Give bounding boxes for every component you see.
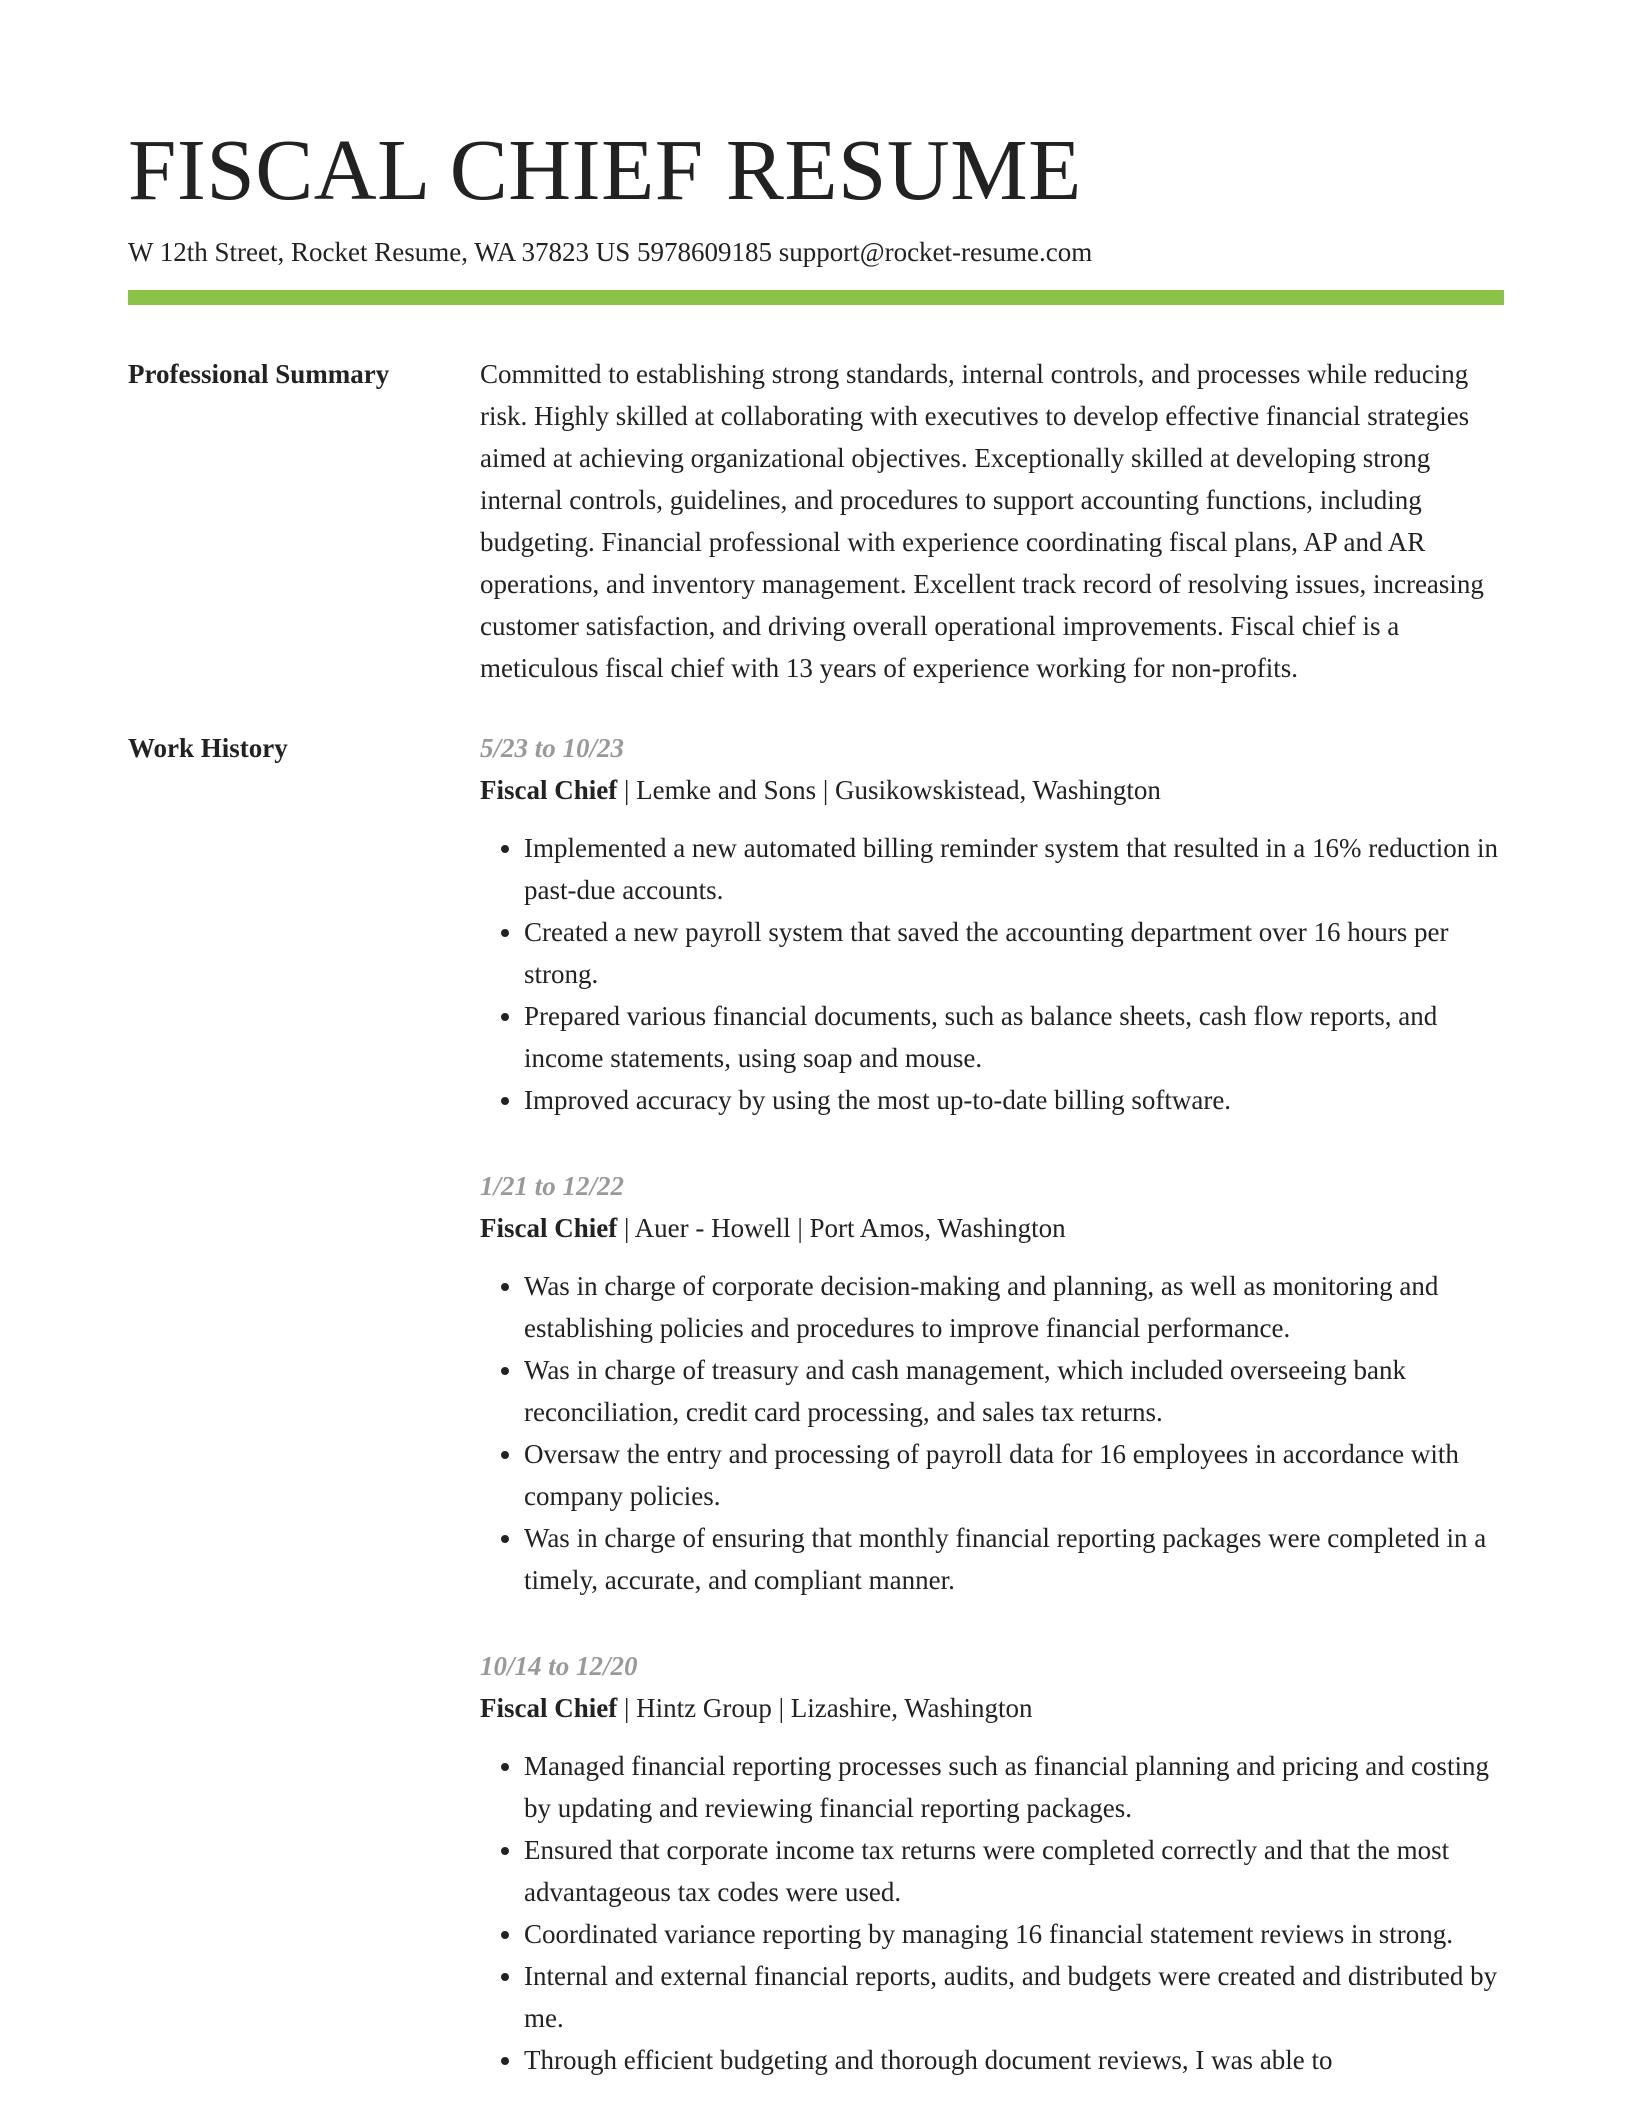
job-dates: 5/23 to 10/23 bbox=[480, 733, 625, 763]
bullet-item: • Prepared various financial documents, such as balance sheets, cash flow reports, and income statements, using soap and mouse. bbox=[524, 995, 1504, 1079]
job-entry bbox=[480, 727, 1504, 1121]
job-details: | Hintz Group | Lizashire, Washington bbox=[617, 1693, 1033, 1723]
job-bullets bbox=[480, 827, 1504, 1121]
bullet-item: • Created a new payroll system that saved the accounting department over 16 hours per strong. bbox=[524, 911, 1504, 995]
header-divider bbox=[128, 290, 1504, 305]
bullet-item: • Was in charge of treasury and cash management, which included overseeing bank reconciliation, credit card processing, and sales tax returns. bbox=[524, 1349, 1504, 1433]
job-entry bbox=[480, 1645, 1504, 2081]
bullet-item: • Internal and external financial reports, audits, and budgets were created and distributed by me. bbox=[524, 1955, 1504, 2039]
job-details: | Lemke and Sons | Gusikowskistead, Washington bbox=[617, 775, 1161, 805]
resume-page bbox=[128, 118, 1504, 2125]
bullet-item: • Was in charge of ensuring that monthly financial reporting packages were completed in a timely, accurate, and compliant manner. bbox=[524, 1517, 1504, 1601]
bullet-item: • Was in charge of corporate decision-making and planning, as well as monitoring and establishing policies and procedures to improve financial performance. bbox=[524, 1265, 1504, 1349]
job-title: Fiscal Chief bbox=[480, 1213, 618, 1243]
summary-text: Committed to establishing strong standards, internal controls, and processes while reducing risk. Highly skilled at collaborating with executives to develop effective financial strategies aimed at achieving organizational objectives. Exceptionally skilled at developing strong internal controls, guidelines, and procedures to support accounting functions, including budgeting. Financial professional with experience coordinating fiscal plans, AP and AR operations, and inventory management. Excellent track record of resolving issues, increasing customer satisfaction, and driving overall operational improvements. Fiscal chief is a meticulous fiscal chief with 13 years of experience working for non-profits. bbox=[480, 359, 1484, 683]
bullet-item: • Ensured that corporate income tax returns were completed correctly and that the most advantageous tax codes were used. bbox=[524, 1829, 1504, 1913]
job-details: | Auer - Howell | Port Amos, Washington bbox=[617, 1213, 1066, 1243]
section-title-summary: Professional Summary bbox=[128, 359, 390, 389]
bullet-item: • Through efficient budgeting and thorough document reviews, I was able to bbox=[524, 2039, 1504, 2081]
job-title: Fiscal Chief bbox=[480, 1693, 618, 1723]
job-bullets bbox=[480, 1265, 1504, 1601]
contact-line: W 12th Street, Rocket Resume, WA 37823 US 5978609185 support@rocket-resume.com bbox=[128, 237, 1093, 267]
job-title: Fiscal Chief bbox=[480, 775, 618, 805]
work-history-section bbox=[128, 727, 1504, 2125]
bullet-item: • Coordinated variance reporting by managing 16 financial statement reviews in strong. bbox=[524, 1913, 1504, 1955]
bullet-item: • Oversaw the entry and processing of payroll data for 16 employees in accordance with company policies. bbox=[524, 1433, 1504, 1517]
bullet-item: • Improved accuracy by using the most up-to-date billing software. bbox=[524, 1079, 1504, 1121]
job-dates: 10/14 to 12/20 bbox=[480, 1651, 638, 1681]
section-title-work-history: Work History bbox=[128, 733, 288, 763]
job-entry bbox=[480, 1165, 1504, 1601]
bullet-item: • Managed financial reporting processes such as financial planning and pricing and costing by updating and reviewing financial reporting packages. bbox=[524, 1745, 1504, 1829]
resume-title: FISCAL CHIEF RESUME bbox=[128, 121, 1082, 218]
job-heading bbox=[480, 1687, 1504, 1729]
job-heading bbox=[480, 769, 1504, 811]
job-heading bbox=[480, 1207, 1504, 1249]
bullet-item: • Implemented a new automated billing reminder system that resulted in a 16% reduction in past-due accounts. bbox=[524, 827, 1504, 911]
professional-summary-section bbox=[128, 353, 1504, 689]
job-dates: 1/21 to 12/22 bbox=[480, 1171, 625, 1201]
job-bullets bbox=[480, 1745, 1504, 2081]
